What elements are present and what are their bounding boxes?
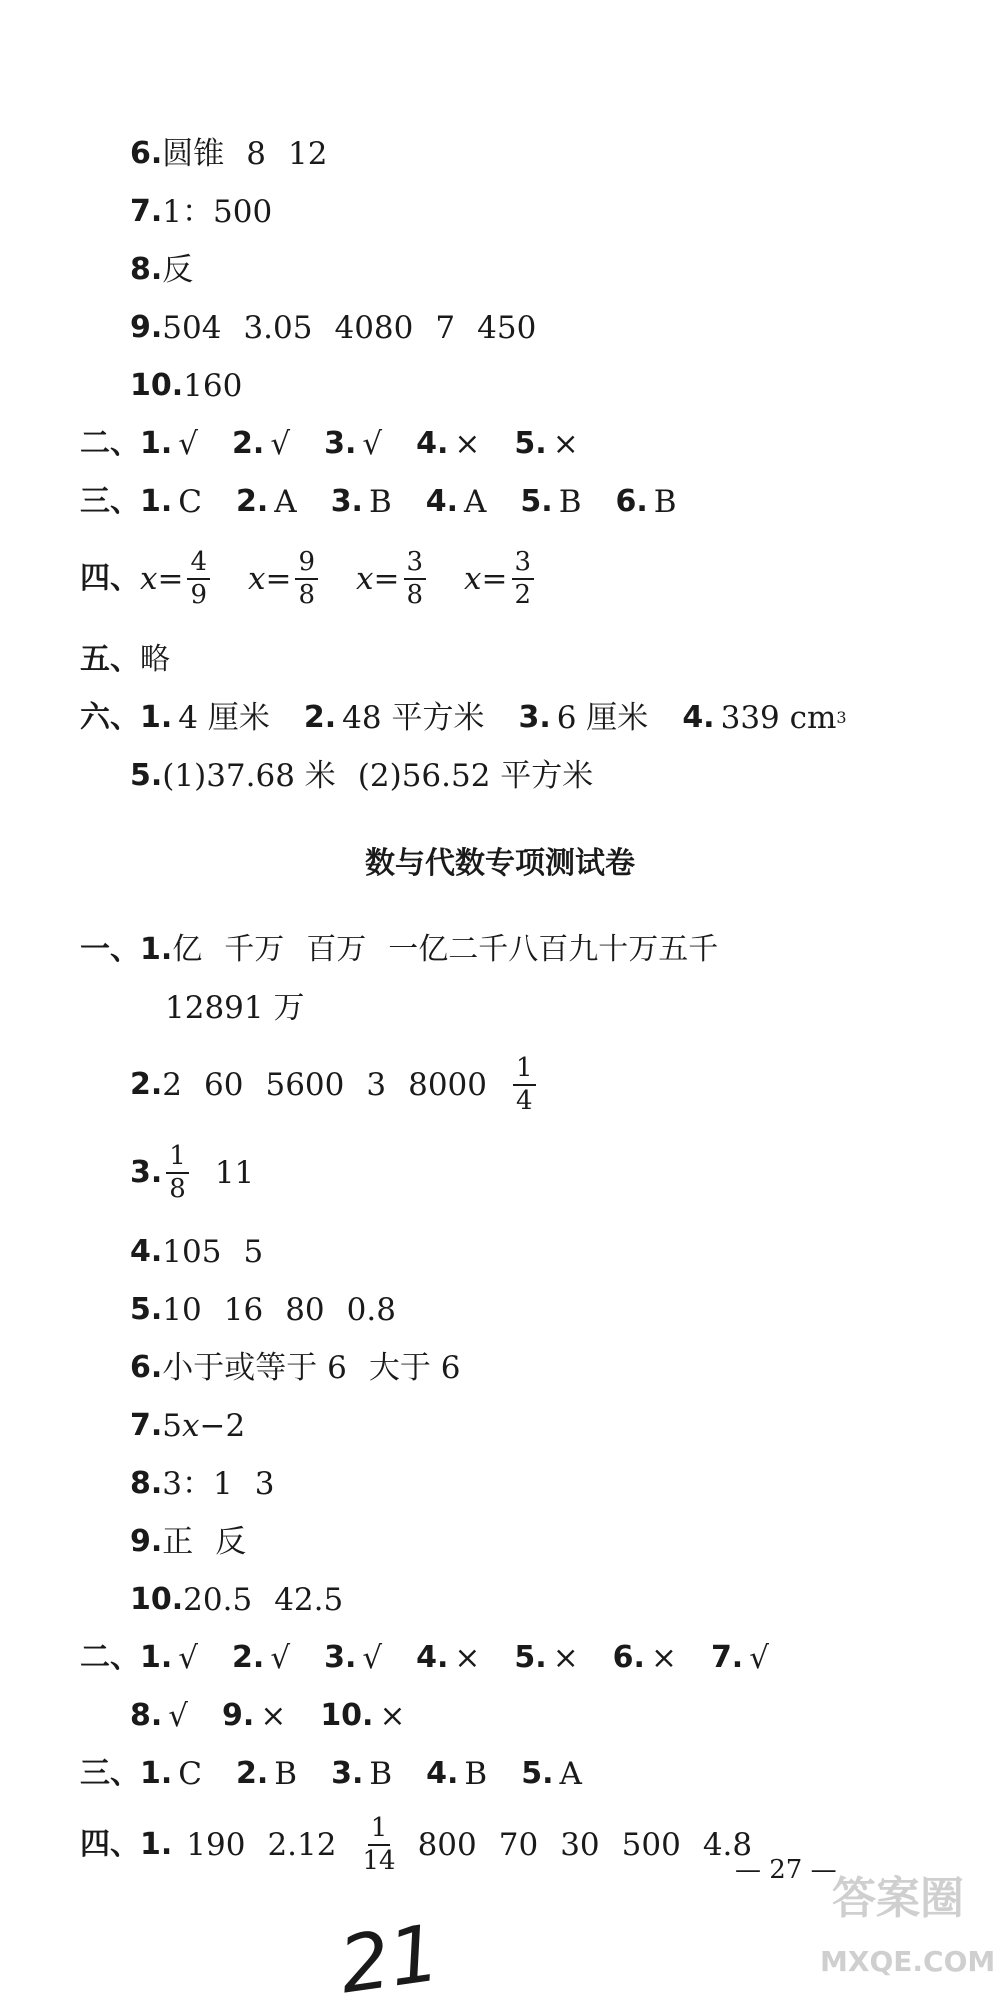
b-section-2-continuation: 8. √ 9. × 10. × xyxy=(130,1697,406,1734)
equation-2: x = $\frac{9}{8}$ xyxy=(248,549,322,610)
b-section-4: 四、 1. 190 2.12 $\frac{1}{14}$ 800 70 30 500 4.8 xyxy=(80,1812,753,1876)
watermark-url: MXQE.COM xyxy=(820,1945,996,1978)
equation-1: x = $\frac{4}{9}$ xyxy=(140,549,214,610)
b-line-2: 2. 2 60 5600 3 8000 $\frac{1}{4}$ xyxy=(130,1050,540,1120)
section-5: 五、 略 xyxy=(80,642,170,677)
answer-line-6: 6. 圆锥 8 12 xyxy=(130,135,328,172)
b-section-2-judgement: 二、 1. √ 2. √ 3. √ 4. × 5. × 6. × 7. √ xyxy=(80,1639,769,1676)
section-6: 六、 1. 4 厘米 2. 48 平方米 3. 6 厘米 4. 339 cm 3 xyxy=(80,699,847,736)
section-6-line-5: 5. (1)37.68 米 (2)56.52 平方米 xyxy=(130,757,594,794)
b-line-10: 10. 20.5 42.5 xyxy=(130,1581,344,1618)
b-line-8: 8. 3：1 3 xyxy=(130,1465,275,1502)
b-line-9: 9. 正 反 xyxy=(130,1523,247,1560)
watermark-logo: 答案圈 xyxy=(832,1873,964,1924)
answer-line-8: 8. 反 xyxy=(130,251,194,288)
answer-line-7: 7. 1：500 xyxy=(130,193,273,230)
b-line-3: 3. $\frac{1}{8}$ 11 xyxy=(130,1140,255,1204)
section-3-choice: 三、 1. C 2. A 3. B 4. A 5. B 6. B xyxy=(80,483,677,520)
equation-4: x = $\frac{3}{2}$ xyxy=(464,549,538,610)
answer-line-10: 10. 160 xyxy=(130,367,243,404)
section-heading: 数与代数专项测试卷 xyxy=(365,846,635,881)
b-line-7: 7. 5 x −2 xyxy=(130,1407,246,1444)
fraction: $\frac{1}{4}$ xyxy=(513,1055,536,1116)
b-line-4: 4. 105 5 xyxy=(130,1233,264,1270)
page-number: — 27 — xyxy=(735,1855,837,1885)
b-section-1: 一、 1. 亿 千万 百万 一亿二千八百九十万五千 xyxy=(80,932,719,967)
equation-3: x = $\frac{3}{8}$ xyxy=(356,549,430,610)
handwritten-mark: 21 xyxy=(334,1908,446,2012)
b-section-3-choice: 三、 1. C 2. B 3. B 4. B 5. A xyxy=(80,1755,582,1792)
section-4-equations: 四、 x = $\frac{4}{9}$ x = $\frac{9}{8}$ x = $\frac{3}{8}$ x = $\frac{3}{2}$ xyxy=(80,544,572,614)
fraction: $\frac{1}{8}$ xyxy=(166,1143,189,1204)
b-section-1-continuation: 12891 万 xyxy=(165,989,305,1026)
answer-line-9: 9. 504 3.05 4080 7 450 xyxy=(130,309,537,346)
fraction: $\frac{1}{14}$ xyxy=(362,1812,396,1876)
b-line-6: 6. 小于或等于 6 大于 6 xyxy=(130,1349,461,1386)
section-2-judgement: 二、 1. √ 2. √ 3. √ 4. × 5. × xyxy=(80,425,579,462)
b-line-5: 5. 10 16 80 0.8 xyxy=(130,1291,396,1328)
